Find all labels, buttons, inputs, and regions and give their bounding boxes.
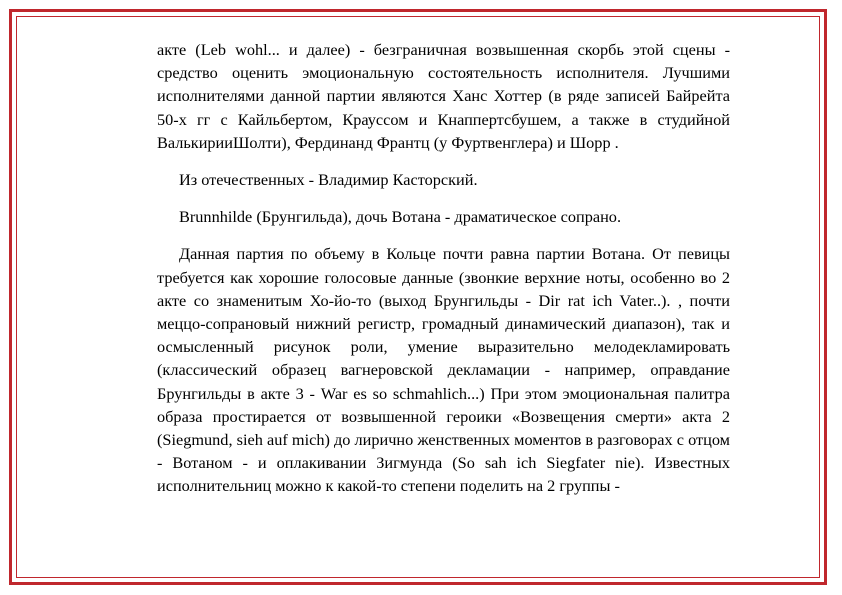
paragraph-hotter: акте (Leb wohl... и далее) - безграничная возвышенная скорбь этой сцены - средство оценить эмоциональную состоятельность исполнителя. Лучшими исполнителями данной партии являются Ханс Хоттер (в ряде записей Байрейта 50-х гг с Кайльбертом, Крауссом и Кнаппертсбушем, а также в студийной ВалькирииШолти), Фердинанд Франтц (у Фуртвенглера) и Шорр .	[157, 40, 730, 152]
paragraph-brunnhilde-heading: Brunnhilde (Брунгильда), дочь Вотана - драматическое сопрано.	[179, 207, 622, 227]
paragraph-kastorsky: Из отечественных - Владимир Касторский.	[179, 170, 478, 190]
document-body	[157, 38, 730, 498]
paragraph-brunnhilde-description: Данная партия по объему в Кольце почти равна партии Вотана. От певицы требуется как хорошие голосовые данные (звонкие верхние ноты, особенно во 2 акте со знаменитым Хо-йо-то (выход Брунгильды - Dir rat ich Vater..). , почти меццо-сопрановый нижний регистр, громадный динамический диапазон), так и осмысленный рисунок роли, умение выразительно мелодекламировать (классический образец вагнеровской декламации - например, оправдание Брунгильды в акте 3 - War es so schmahlich...) При этом эмоциональная палитра образа простирается от возвышенной героики «Возвещения смерти» акта 2 (Siegmund, sieh auf mich) до лирично женственных моментов в разговорах с отцом - Вотаном - и оплакивании Зигмунда (So sah ich Siegfater nie). Известных исполнительниц можно к какой-то степени поделить на 2 группы -	[157, 244, 730, 496]
